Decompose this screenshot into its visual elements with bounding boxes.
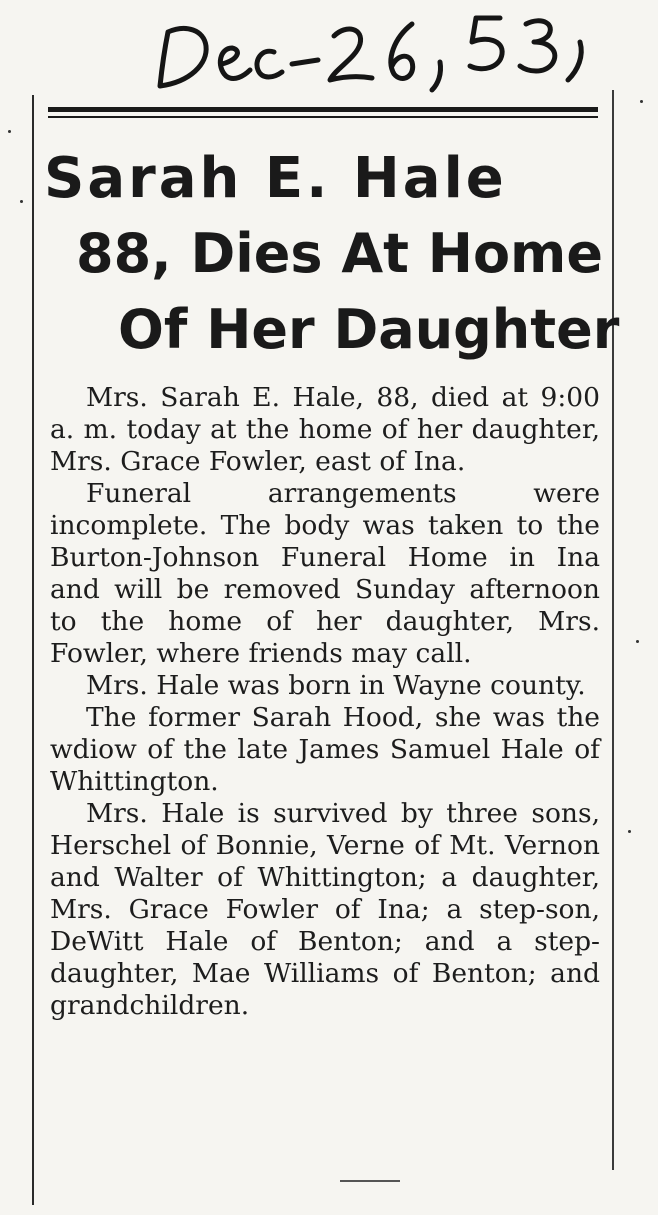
article-body [50,382,600,1022]
headline-line-3: Of Her Daughter [118,298,620,361]
headline-line-1: Sarah E. Hale [44,146,507,211]
paragraph-survivors: Mrs. Hale is survived by three sons, Herschel of Bonnie, Verne of Mt. Vernon and Walter of Whittington; a daughter, Mrs. Grace Fowler of Ina; a step-son, DeWitt Hale of Benton; and a step-daughter, Mae Williams of Benton; and grandchildren. [50,798,600,1021]
speck [640,100,643,103]
paragraph-birthplace: Mrs. Hale was born in Wayne county. [86,670,586,701]
paragraph-maiden-name: The former Sarah Hood, she was the wdiow of the late James Samuel Hale of Whittington. [50,702,600,797]
bottom-rule-mark [340,1180,400,1182]
column-border-right [612,90,614,1170]
top-rule-thin [48,116,598,118]
paragraph-death-notice: Mrs. Sarah E. Hale, 88, died at 9:00 a. m. today at the home of her daughter, Mrs. Grace Fowler, east of Ina. [50,382,600,477]
speck [8,130,11,133]
headline-line-2: 88, Dies At Home [76,222,603,285]
paragraph-funeral-arrangements: Funeral arrangements were incomplete. The body was taken to the Burton-Johnson Funeral Home in Ina and will be removed Sunday afternoon to the home of her daughter, Mrs. Fowler, where friends may call. [50,478,600,669]
speck [636,640,639,643]
handwritten-date [150,2,630,97]
top-rule-thick [48,107,598,112]
column-border-left [32,95,34,1205]
speck [628,830,631,833]
handwritten-date-ink [150,2,630,97]
speck [20,200,23,203]
